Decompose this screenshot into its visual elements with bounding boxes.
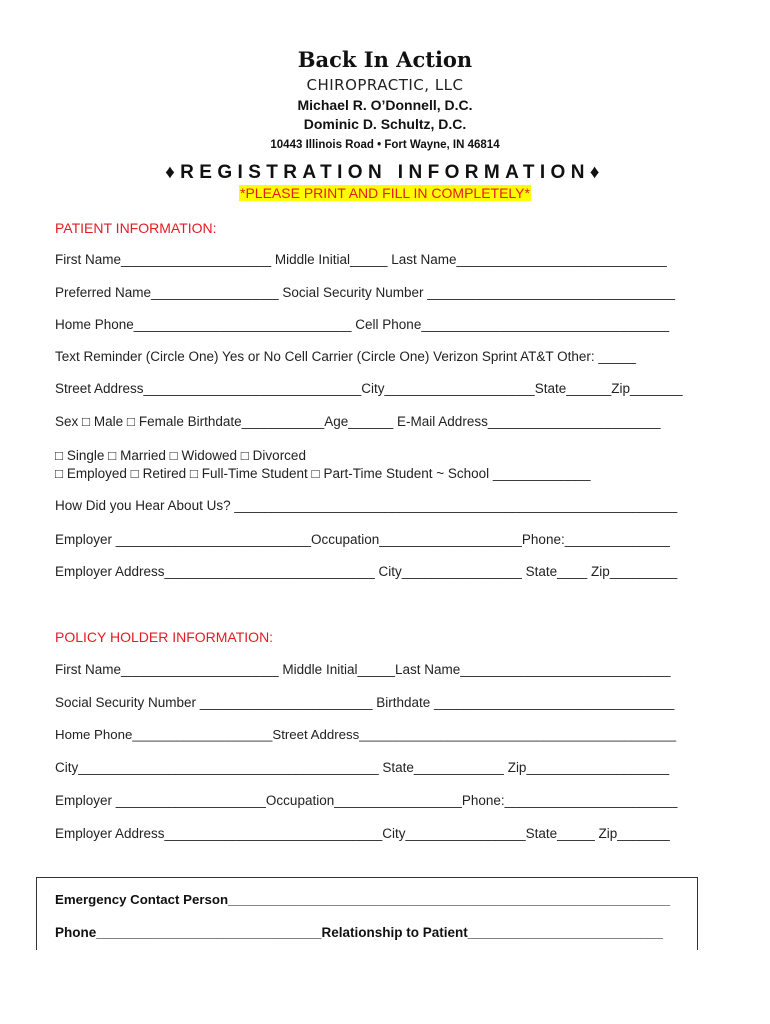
patient-preferred-ssn-row[interactable]: Preferred Name_________________ Social Security Number _________________________________ [55,285,675,300]
policy-ssn-birthdate-row[interactable]: Social Security Number _______________________ Birthdate ________________________________ [55,695,675,710]
patient-referral-row[interactable]: How Did you Hear About Us? ___________________________________________________________ [55,498,678,513]
policy-employer-address-row[interactable]: Employer Address_____________________________City________________State_____ Zip_______ [55,826,670,841]
form-subtitle [0,185,770,203]
form-subtitle-text: *PLEASE PRINT AND FILL IN COMPLETELY* [240,185,530,201]
emergency-phone-row[interactable]: Phone______________________________Relationship to Patient__________________________ [55,925,663,940]
policy-phone-address-row[interactable]: Home Phone___________________Street Address___________________________________________ [55,727,677,742]
patient-phone-row[interactable]: Home Phone_____________________________ Cell Phone_________________________________ [55,317,670,332]
patient-name-field-row[interactable]: First Name____________________ Middle Initial_____ Last Name____________________________ [55,252,667,267]
policy-employer-row[interactable]: Employer ____________________Occupation_________________Phone:_______________________ [55,793,678,808]
patient-text-reminder-row[interactable]: Text Reminder (Circle One) Yes or No Cell Carrier (Circle One) Verizon Sprint AT&T Other: _____ [55,349,636,364]
policy-name-row[interactable]: First Name_____________________ Middle Initial_____Last Name____________________________ [55,662,671,677]
practice-subtitle: CHIROPRACTIC, LLC [306,76,464,94]
doctor-name-2: Dominic D. Schultz, D.C. [303,116,467,132]
policy-section-heading: POLICY HOLDER INFORMATION: [55,629,274,645]
patient-section-heading: PATIENT INFORMATION: [55,220,217,236]
patient-employer-address-row[interactable]: Employer Address____________________________ City________________ State____ Zip_________ [55,564,678,579]
practice-address: 10443 Illinois Road • Fort Wayne, IN 46814 [270,139,500,151]
patient-address-row[interactable]: Street Address_____________________________City____________________State______Zip_______ [55,381,683,396]
form-title: ♦REGISTRATION INFORMATION♦ [165,162,605,183]
practice-header [0,46,770,154]
patient-marital-status-row[interactable]: □ Single □ Married □ Widowed □ Divorced [55,448,306,463]
policy-city-row[interactable]: City________________________________________ State____________ Zip___________________ [55,760,670,775]
emergency-contact-box [36,877,698,950]
doctor-name-1: Michael R. O’Donnell, D.C. [297,97,473,113]
patient-employer-row[interactable]: Employer __________________________Occupation___________________Phone:______________ [55,532,670,547]
patient-sex-birthdate-row[interactable]: Sex □ Male □ Female Birthdate___________Age______ E-Mail Address_______________________ [55,414,661,429]
patient-employment-status-row[interactable]: □ Employed □ Retired □ Full-Time Student □ Part-Time Student ~ School _____________ [55,466,591,481]
practice-name: Back In Action [297,47,473,72]
emergency-contact-row[interactable]: Emergency Contact Person____________________________________________________________ [55,892,671,907]
